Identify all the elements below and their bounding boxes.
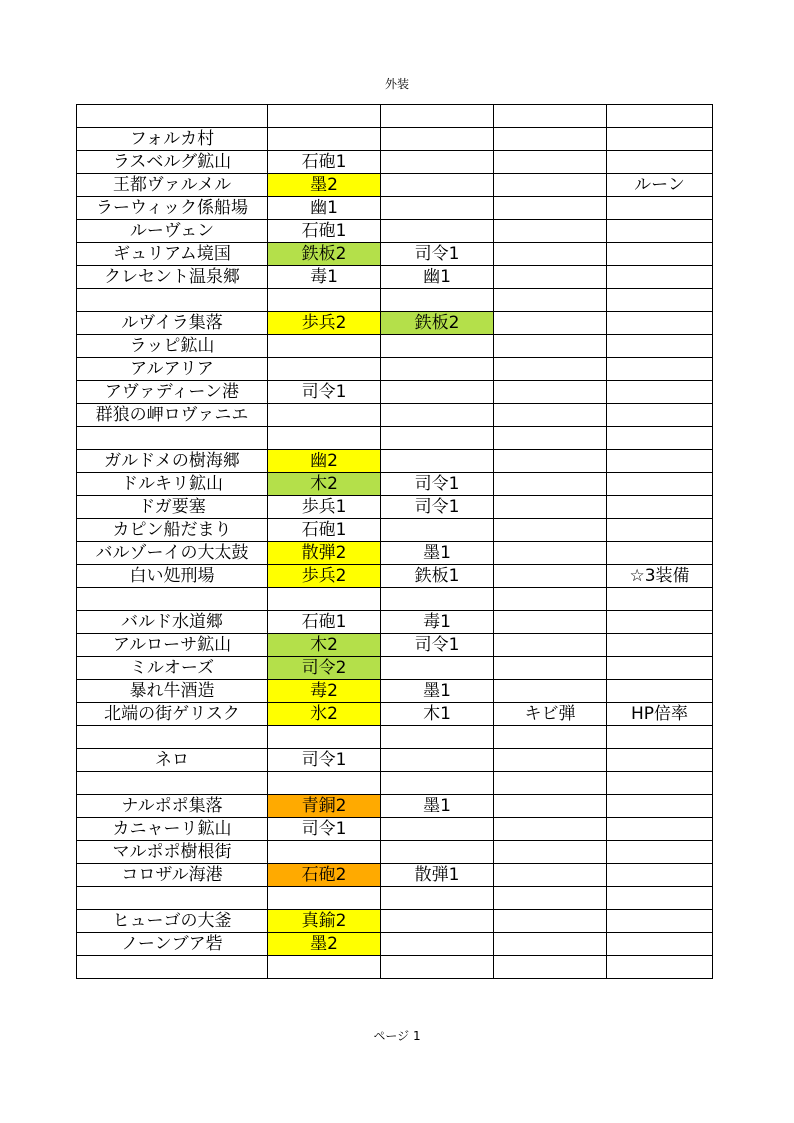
location-cell[interactable]: ネロ bbox=[77, 749, 268, 772]
table-row bbox=[77, 749, 713, 772]
item2-cell[interactable] bbox=[381, 151, 494, 174]
note-cell[interactable] bbox=[607, 680, 713, 703]
note-cell[interactable] bbox=[607, 611, 713, 634]
table-row bbox=[77, 358, 713, 381]
item1-cell[interactable] bbox=[268, 427, 381, 450]
item2-cell[interactable] bbox=[381, 588, 494, 611]
location-cell[interactable]: ノーンブア砦 bbox=[77, 933, 268, 956]
table-row bbox=[77, 864, 713, 887]
table-row bbox=[77, 887, 713, 910]
location-cell[interactable]: ヒューゴの大釜 bbox=[77, 910, 268, 933]
item1-cell[interactable]: 毒1 bbox=[268, 266, 381, 289]
note-cell[interactable] bbox=[607, 864, 713, 887]
page-footer: ページ 1 bbox=[373, 1029, 421, 1043]
item1-cell[interactable] bbox=[268, 841, 381, 864]
location-cell[interactable]: ラスベルグ鉱山 bbox=[77, 151, 268, 174]
item2-cell[interactable] bbox=[381, 105, 494, 128]
item2-cell[interactable]: 幽1 bbox=[381, 266, 494, 289]
item3-cell[interactable] bbox=[494, 611, 607, 634]
table-row bbox=[77, 473, 713, 496]
table-row bbox=[77, 335, 713, 358]
item3-cell[interactable] bbox=[494, 772, 607, 795]
note-cell[interactable] bbox=[607, 335, 713, 358]
item3-cell[interactable] bbox=[494, 312, 607, 335]
item1-cell[interactable]: 石砲1 bbox=[268, 519, 381, 542]
note-cell[interactable] bbox=[607, 496, 713, 519]
item2-cell[interactable]: 散弾1 bbox=[381, 864, 494, 887]
note-cell[interactable] bbox=[607, 381, 713, 404]
location-cell[interactable] bbox=[77, 887, 268, 910]
item3-cell[interactable] bbox=[494, 197, 607, 220]
item1-cell[interactable]: 幽1 bbox=[268, 197, 381, 220]
item2-cell[interactable] bbox=[381, 772, 494, 795]
table-row bbox=[77, 496, 713, 519]
table-row bbox=[77, 519, 713, 542]
item1-cell[interactable] bbox=[268, 128, 381, 151]
item3-cell[interactable] bbox=[494, 634, 607, 657]
item2-cell[interactable] bbox=[381, 381, 494, 404]
note-cell[interactable] bbox=[607, 427, 713, 450]
location-cell[interactable]: ガルドメの樹海郷 bbox=[77, 450, 268, 473]
item1-cell[interactable]: 石砲1 bbox=[268, 151, 381, 174]
item3-cell[interactable] bbox=[494, 473, 607, 496]
table-row bbox=[77, 657, 713, 680]
table-row bbox=[77, 841, 713, 864]
item3-cell[interactable] bbox=[494, 266, 607, 289]
item1-cell[interactable]: 歩兵1 bbox=[268, 496, 381, 519]
item3-cell[interactable] bbox=[494, 105, 607, 128]
item2-cell[interactable] bbox=[381, 657, 494, 680]
location-cell[interactable]: アヴァディーン港 bbox=[77, 381, 268, 404]
item1-cell[interactable]: 司令1 bbox=[268, 818, 381, 841]
table-row bbox=[77, 151, 713, 174]
item1-cell[interactable] bbox=[268, 358, 381, 381]
note-cell[interactable] bbox=[607, 749, 713, 772]
location-cell[interactable]: ドガ要塞 bbox=[77, 496, 268, 519]
item2-cell[interactable] bbox=[381, 519, 494, 542]
item3-cell[interactable] bbox=[494, 151, 607, 174]
table-row bbox=[77, 105, 713, 128]
note-cell[interactable] bbox=[607, 887, 713, 910]
item1-cell[interactable] bbox=[268, 335, 381, 358]
item3-cell[interactable] bbox=[494, 818, 607, 841]
note-cell[interactable] bbox=[607, 588, 713, 611]
table-row bbox=[77, 542, 713, 565]
item1-cell[interactable]: 墨2 bbox=[268, 174, 381, 197]
item2-cell[interactable] bbox=[381, 749, 494, 772]
item1-cell[interactable] bbox=[268, 588, 381, 611]
table-row bbox=[77, 174, 713, 197]
item1-cell[interactable] bbox=[268, 404, 381, 427]
item2-cell[interactable] bbox=[381, 404, 494, 427]
item3-cell[interactable] bbox=[494, 243, 607, 266]
location-cell[interactable]: ミルオーズ bbox=[77, 657, 268, 680]
item2-cell[interactable] bbox=[381, 818, 494, 841]
note-cell[interactable]: ☆3装備 bbox=[607, 565, 713, 588]
item3-cell[interactable] bbox=[494, 680, 607, 703]
item2-cell[interactable]: 毒1 bbox=[381, 611, 494, 634]
item1-cell[interactable] bbox=[268, 289, 381, 312]
item3-cell[interactable] bbox=[494, 496, 607, 519]
location-cell[interactable]: マルポポ樹根街 bbox=[77, 841, 268, 864]
table-row bbox=[77, 381, 713, 404]
item3-cell[interactable] bbox=[494, 910, 607, 933]
item2-cell[interactable] bbox=[381, 197, 494, 220]
table-row bbox=[77, 772, 713, 795]
item1-cell[interactable]: 散弾2 bbox=[268, 542, 381, 565]
item2-cell[interactable]: 墨1 bbox=[381, 542, 494, 565]
note-cell[interactable] bbox=[607, 151, 713, 174]
item3-cell[interactable] bbox=[494, 864, 607, 887]
item2-cell[interactable] bbox=[381, 220, 494, 243]
table-row bbox=[77, 266, 713, 289]
item3-cell[interactable] bbox=[494, 542, 607, 565]
location-cell[interactable] bbox=[77, 588, 268, 611]
item2-cell[interactable] bbox=[381, 358, 494, 381]
table-row bbox=[77, 243, 713, 266]
item3-cell[interactable] bbox=[494, 220, 607, 243]
note-cell[interactable] bbox=[607, 289, 713, 312]
item3-cell[interactable] bbox=[494, 565, 607, 588]
item2-cell[interactable]: 司令1 bbox=[381, 243, 494, 266]
note-cell[interactable] bbox=[607, 933, 713, 956]
location-cell[interactable]: ドルキリ鉱山 bbox=[77, 473, 268, 496]
item2-cell[interactable] bbox=[381, 887, 494, 910]
item2-cell[interactable]: 木1 bbox=[381, 703, 494, 726]
item1-cell[interactable]: 毒2 bbox=[268, 680, 381, 703]
location-cell[interactable]: コロザル海港 bbox=[77, 864, 268, 887]
note-cell[interactable] bbox=[607, 128, 713, 151]
note-cell[interactable] bbox=[607, 197, 713, 220]
item2-cell[interactable] bbox=[381, 933, 494, 956]
item1-cell[interactable]: 司令1 bbox=[268, 749, 381, 772]
item3-cell[interactable] bbox=[494, 381, 607, 404]
location-cell[interactable]: ラーウィック係船場 bbox=[77, 197, 268, 220]
item3-cell[interactable] bbox=[494, 128, 607, 151]
item3-cell[interactable] bbox=[494, 289, 607, 312]
item1-cell[interactable]: 鉄板2 bbox=[268, 243, 381, 266]
note-cell[interactable] bbox=[607, 105, 713, 128]
item2-cell[interactable] bbox=[381, 427, 494, 450]
table-body bbox=[77, 105, 713, 979]
note-cell[interactable] bbox=[607, 910, 713, 933]
table-row bbox=[77, 634, 713, 657]
item3-cell[interactable]: キビ弾 bbox=[494, 703, 607, 726]
location-cell[interactable]: フォルカ村 bbox=[77, 128, 268, 151]
table-row bbox=[77, 289, 713, 312]
location-cell[interactable]: 白い処刑場 bbox=[77, 565, 268, 588]
item1-cell[interactable] bbox=[268, 772, 381, 795]
item3-cell[interactable] bbox=[494, 795, 607, 818]
item2-cell[interactable] bbox=[381, 128, 494, 151]
item3-cell[interactable] bbox=[494, 933, 607, 956]
note-cell[interactable] bbox=[607, 473, 713, 496]
item2-cell[interactable]: 司令1 bbox=[381, 634, 494, 657]
location-cell[interactable]: ルヴイラ集落 bbox=[77, 312, 268, 335]
item3-cell[interactable] bbox=[494, 450, 607, 473]
item3-cell[interactable] bbox=[494, 726, 607, 749]
item1-cell[interactable]: 歩兵2 bbox=[268, 312, 381, 335]
item3-cell[interactable] bbox=[494, 335, 607, 358]
item1-cell[interactable]: 真鍮2 bbox=[268, 910, 381, 933]
note-cell[interactable]: ルーン bbox=[607, 174, 713, 197]
item3-cell[interactable] bbox=[494, 588, 607, 611]
location-cell[interactable] bbox=[77, 105, 268, 128]
note-cell[interactable] bbox=[607, 795, 713, 818]
item2-cell[interactable] bbox=[381, 335, 494, 358]
item2-cell[interactable]: 鉄板1 bbox=[381, 565, 494, 588]
note-cell[interactable] bbox=[607, 312, 713, 335]
item2-cell[interactable]: 鉄板2 bbox=[381, 312, 494, 335]
note-cell[interactable]: HP倍率 bbox=[607, 703, 713, 726]
location-cell[interactable] bbox=[77, 956, 268, 979]
item1-cell[interactable]: 歩兵2 bbox=[268, 565, 381, 588]
table-row bbox=[77, 197, 713, 220]
table-row bbox=[77, 611, 713, 634]
item1-cell[interactable]: 木2 bbox=[268, 473, 381, 496]
item3-cell[interactable] bbox=[494, 841, 607, 864]
item3-cell[interactable] bbox=[494, 519, 607, 542]
note-cell[interactable] bbox=[607, 243, 713, 266]
table-row bbox=[77, 795, 713, 818]
item1-cell[interactable]: 石砲2 bbox=[268, 864, 381, 887]
location-cell[interactable]: ギュリアム境国 bbox=[77, 243, 268, 266]
item2-cell[interactable] bbox=[381, 956, 494, 979]
location-cell[interactable]: アルアリア bbox=[77, 358, 268, 381]
item2-cell[interactable] bbox=[381, 910, 494, 933]
table-row bbox=[77, 933, 713, 956]
item2-cell[interactable] bbox=[381, 174, 494, 197]
location-cell[interactable]: 北端の街ゲリスク bbox=[77, 703, 268, 726]
table-row bbox=[77, 680, 713, 703]
table-row bbox=[77, 128, 713, 151]
item1-cell[interactable]: 石砲1 bbox=[268, 220, 381, 243]
item1-cell[interactable] bbox=[268, 956, 381, 979]
table-row bbox=[77, 818, 713, 841]
item2-cell[interactable]: 墨1 bbox=[381, 795, 494, 818]
location-cell[interactable]: バルゾーイの大太鼓 bbox=[77, 542, 268, 565]
table-row bbox=[77, 565, 713, 588]
table-row bbox=[77, 450, 713, 473]
note-cell[interactable] bbox=[607, 542, 713, 565]
item1-cell[interactable] bbox=[268, 726, 381, 749]
location-cell[interactable]: 群狼の岬ロヴァニエ bbox=[77, 404, 268, 427]
table-row bbox=[77, 312, 713, 335]
location-cell[interactable]: ラッピ鉱山 bbox=[77, 335, 268, 358]
item3-cell[interactable] bbox=[494, 956, 607, 979]
note-cell[interactable] bbox=[607, 634, 713, 657]
item2-cell[interactable]: 司令1 bbox=[381, 473, 494, 496]
item2-cell[interactable] bbox=[381, 289, 494, 312]
table-row bbox=[77, 404, 713, 427]
location-cell[interactable]: ナルポポ集落 bbox=[77, 795, 268, 818]
note-cell[interactable] bbox=[607, 450, 713, 473]
location-cell[interactable] bbox=[77, 726, 268, 749]
location-cell[interactable]: 暴れ牛酒造 bbox=[77, 680, 268, 703]
location-cell[interactable] bbox=[77, 427, 268, 450]
location-cell[interactable]: カニャーリ鉱山 bbox=[77, 818, 268, 841]
location-cell[interactable]: バルド水道郷 bbox=[77, 611, 268, 634]
note-cell[interactable] bbox=[607, 657, 713, 680]
note-cell[interactable] bbox=[607, 772, 713, 795]
item2-cell[interactable] bbox=[381, 841, 494, 864]
item1-cell[interactable] bbox=[268, 887, 381, 910]
item1-cell[interactable]: 墨2 bbox=[268, 933, 381, 956]
spreadsheet-table bbox=[76, 104, 713, 979]
item2-cell[interactable]: 墨1 bbox=[381, 680, 494, 703]
item1-cell[interactable]: 石砲1 bbox=[268, 611, 381, 634]
item1-cell[interactable]: 司令1 bbox=[268, 381, 381, 404]
table-row bbox=[77, 910, 713, 933]
note-cell[interactable] bbox=[607, 266, 713, 289]
item1-cell[interactable]: 司令2 bbox=[268, 657, 381, 680]
location-cell[interactable]: クレセント温泉郷 bbox=[77, 266, 268, 289]
location-cell[interactable]: カピン船だまり bbox=[77, 519, 268, 542]
note-cell[interactable] bbox=[607, 404, 713, 427]
note-cell[interactable] bbox=[607, 220, 713, 243]
location-cell[interactable] bbox=[77, 289, 268, 312]
location-cell[interactable]: アルローサ鉱山 bbox=[77, 634, 268, 657]
item2-cell[interactable]: 司令1 bbox=[381, 496, 494, 519]
item3-cell[interactable] bbox=[494, 174, 607, 197]
item3-cell[interactable] bbox=[494, 427, 607, 450]
item2-cell[interactable] bbox=[381, 726, 494, 749]
note-cell[interactable] bbox=[607, 519, 713, 542]
location-cell[interactable]: ルーヴェン bbox=[77, 220, 268, 243]
table-row bbox=[77, 588, 713, 611]
item3-cell[interactable] bbox=[494, 657, 607, 680]
item3-cell[interactable] bbox=[494, 358, 607, 381]
item3-cell[interactable] bbox=[494, 749, 607, 772]
item3-cell[interactable] bbox=[494, 404, 607, 427]
item1-cell[interactable]: 氷2 bbox=[268, 703, 381, 726]
note-cell[interactable] bbox=[607, 358, 713, 381]
note-cell[interactable] bbox=[607, 956, 713, 979]
table-row bbox=[77, 703, 713, 726]
table-row bbox=[77, 427, 713, 450]
location-cell[interactable] bbox=[77, 772, 268, 795]
note-cell[interactable] bbox=[607, 841, 713, 864]
note-cell[interactable] bbox=[607, 818, 713, 841]
table-row bbox=[77, 220, 713, 243]
page-header: 外装 bbox=[384, 77, 409, 91]
item2-cell[interactable] bbox=[381, 450, 494, 473]
table-row bbox=[77, 956, 713, 979]
item1-cell[interactable]: 青銅2 bbox=[268, 795, 381, 818]
item1-cell[interactable]: 木2 bbox=[268, 634, 381, 657]
location-cell[interactable]: 王都ヴァルメル bbox=[77, 174, 268, 197]
item1-cell[interactable] bbox=[268, 105, 381, 128]
note-cell[interactable] bbox=[607, 726, 713, 749]
table-row bbox=[77, 726, 713, 749]
item1-cell[interactable]: 幽2 bbox=[268, 450, 381, 473]
item3-cell[interactable] bbox=[494, 887, 607, 910]
